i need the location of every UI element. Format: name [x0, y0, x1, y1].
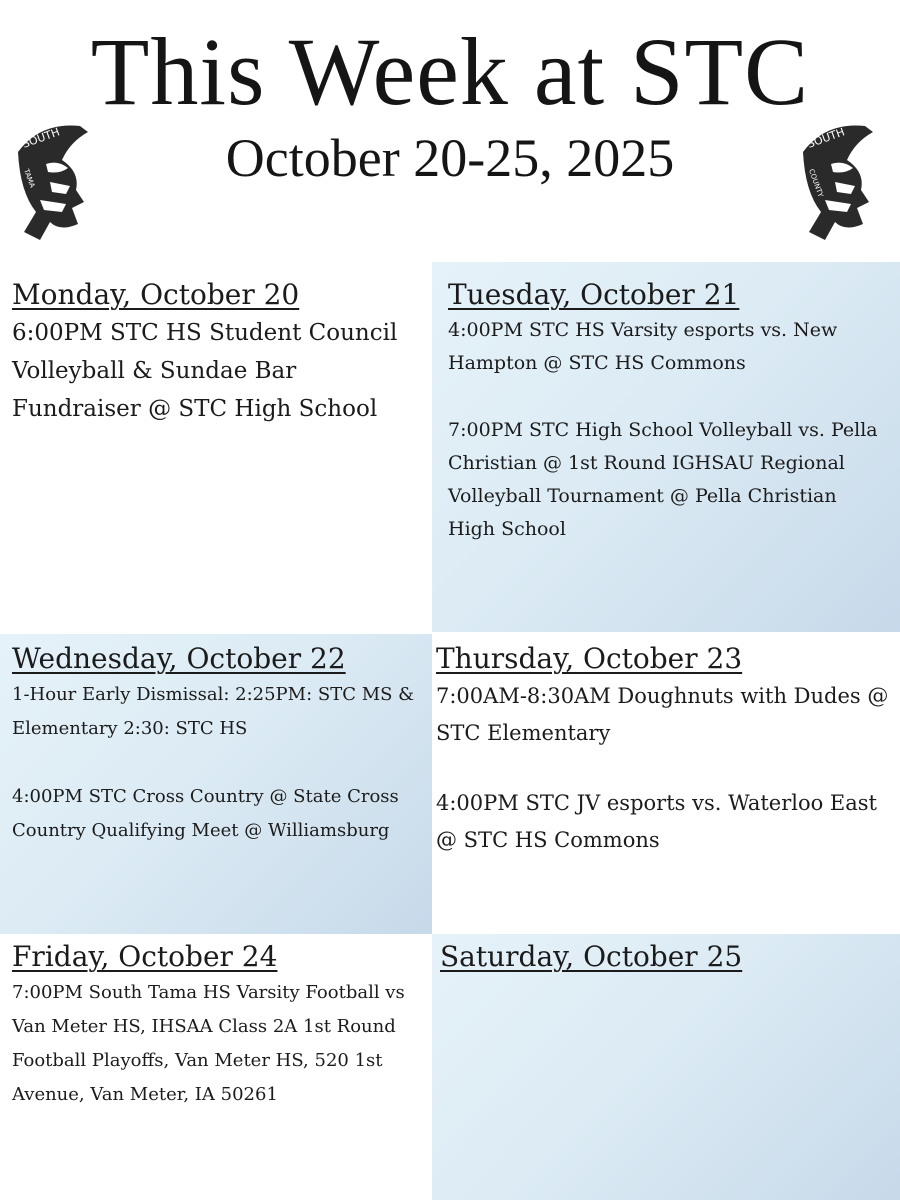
page-title: This Week at STC — [90, 18, 810, 125]
svg-text:COUNTY: COUNTY — [807, 167, 825, 199]
saturday-cell — [432, 934, 900, 1200]
date-range-subtitle: October 20-25, 2025 — [225, 128, 675, 188]
thursday-event-2: 4:00PM STC JV esports vs. Waterloo East @ STC HS Commons — [436, 791, 877, 852]
tuesday-event-1: 4:00PM STC HS Varsity esports vs. New Hampton @ STC HS Commons — [448, 319, 838, 374]
tuesday-cell — [432, 262, 900, 632]
saturday-heading: Saturday, October 25 — [440, 940, 743, 973]
friday-cell — [0, 934, 432, 1200]
wednesday-event-2: 4:00PM STC Cross Country @ State Cross Country Qualifying Meet @ Williamsburg — [12, 786, 399, 841]
thursday-cell — [432, 634, 900, 934]
wednesday-cell — [0, 634, 432, 934]
trojan-head-logo-icon — [10, 112, 110, 252]
thursday-event-1: 7:00AM-8:30AM Doughnuts with Dudes @ STC Elementary — [436, 684, 889, 745]
trojan-head-logo-icon — [795, 112, 895, 252]
wednesday-heading: Wednesday, October 22 — [12, 642, 346, 675]
friday-heading: Friday, October 24 — [12, 940, 278, 973]
svg-text:TAMA: TAMA — [22, 167, 37, 189]
monday-event: 6:00PM STC HS Student Council Volleyball & Sundae Bar Fundraiser @ STC High School — [12, 320, 398, 422]
monday-heading: Monday, October 20 — [12, 278, 300, 311]
svg-text:SOUTH: SOUTH — [20, 125, 62, 151]
monday-cell — [0, 262, 432, 632]
thursday-heading: Thursday, October 23 — [436, 642, 743, 675]
svg-text:SOUTH: SOUTH — [805, 125, 847, 151]
friday-event: 7:00PM South Tama HS Varsity Football vs Van Meter HS, IHSAA Class 2A 1st Round Football Playoffs, Van Meter HS, 520 1st Avenue, Van Meter, IA 50261 — [12, 982, 405, 1105]
wednesday-event-1: 1-Hour Early Dismissal: 2:25PM: STC MS & Elementary 2:30: STC HS — [12, 684, 415, 739]
tuesday-event-2: 7:00PM STC High School Volleyball vs. Pella Christian @ 1st Round IGHSAU Regional Volleyball Tournament @ Pella Christian High School — [448, 419, 878, 540]
tuesday-heading: Tuesday, October 21 — [448, 278, 740, 311]
